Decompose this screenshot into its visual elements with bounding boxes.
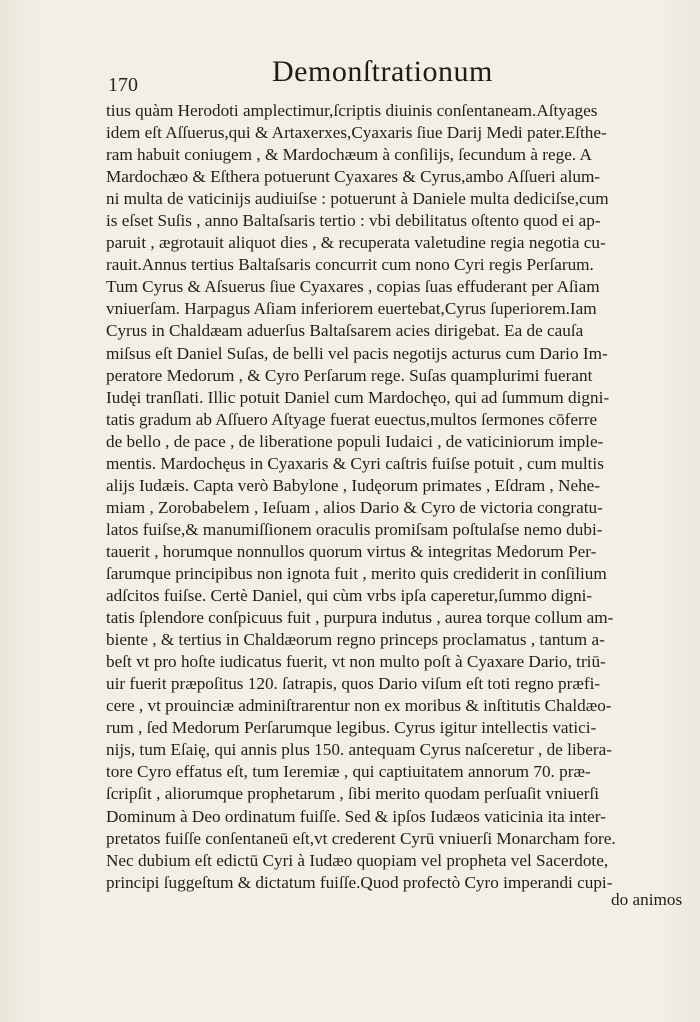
text-line: tius quàm Herodoti amplectimur,ſcriptis diuinis conſentaneam.Aſtyages <box>106 101 598 120</box>
text-line: adſcitos fuiſse. Certè Daniel, qui cùm vrbs ipſa caperetur,ſummo digni- <box>106 586 593 606</box>
text-line: mentis. Mardochęus in Cyaxaris & Cyri caſtris fuiſse potuit , cum multis <box>106 453 604 473</box>
text-line: vniuerſam. Harpagus Aſiam inferiorem euertebat,Cyrus ſuperiorem.Iam <box>106 299 597 319</box>
text-line: ni multa de vaticinijs audiuiſse : potuerunt à Daniele multa dediciſse,cum <box>106 189 609 209</box>
catchword: do animos <box>611 890 683 909</box>
text-line: Iudęi tranſlati. Illic potuit Daniel cum Mardochęo, qui ad ſummum digni- <box>106 387 610 407</box>
text-line: Mardochæo & Eſthera potuerunt Cyaxares & Cyrus,ambo Aſſueri alum- <box>106 167 601 187</box>
text-line: Dominum à Deo ordinatum fuiſſe. Sed & ipſos Iudæos vaticinia ita inter- <box>106 806 606 826</box>
text-line: Nec dubium eſt edictū Cyri à Iudæo quopiam vel propheta vel Sacerdote, <box>106 850 609 870</box>
text-line: tatis gradum ab Aſſuero Aſtyage fuerat euectus,multos ſermones cōferre <box>106 409 598 429</box>
text-line: principi ſuggeſtum & dictatum fuiſſe.Quod profectò Cyro imperandi cupi- <box>106 872 613 892</box>
text-line: latos fuiſse,& manumiſſionem oraculis promiſsam poſtulaſse nemo dubi- <box>106 519 603 539</box>
text-line: idem eſt Aſſuerus,qui & Artaxerxes,Cyaxaris ſiue Darij Medi pater.Eſthe- <box>106 123 607 143</box>
text-line: is eſset Suſis , anno Baltaſsaris tertio : vbi debilitatus oſtento quod ei ap- <box>106 211 601 231</box>
text-line: ſarumque principibus non ignota fuit , merito quis crediderit in conſilium <box>106 563 607 583</box>
text-line: nijs, tum Eſaię, qui annis plus 150. antequam Cyrus naſceretur , de libera- <box>106 740 612 760</box>
page-number: 170 <box>108 74 138 96</box>
text-line: tore Cyro effatus eſt, tum Ieremiæ , qui captiuitatem annorum 70. præ- <box>106 762 591 782</box>
text-line: paruit , ægrotauit aliquot dies , & recuperata valetudine regia negotia cu- <box>106 233 606 253</box>
text-line: tauerit , horumque nonnullos quorum virtus & integritas Medorum Per- <box>106 541 597 561</box>
text-line: uir fuerit præpoſitus 120. ſatrapis, quos Dario viſum eſt toti regno præfi- <box>106 674 601 694</box>
text-line: miam , Zorobabelem , Ieſuam , alios Dario & Cyro de victoria congratu- <box>106 497 603 517</box>
text-line: Tum Cyrus & Aſsuerus ſiue Cyaxares , copias ſuas effuderant per Aſiam <box>106 277 600 297</box>
text-line: pretatos fuiſſe conſentaneū eſt,vt crederent Cyrū vniuerſi Monarcham fore. <box>106 828 616 848</box>
text-line: alijs Iudæis. Capta verò Babylone , Iudęorum primates , Eſdram , Nehe- <box>106 475 601 495</box>
text-line: tatis ſplendore conſpicuus fuit , purpura indutus , aurea torque collum am- <box>106 608 614 628</box>
body-text <box>106 100 700 894</box>
text-line: ram habuit coniugem , & Mardochæum à conſilijs, ſecundum à rege. A <box>106 145 592 165</box>
text-line: rauit.Annus tertius Baltaſsaris concurrit cum nono Cyri regis Perſarum. <box>106 255 594 275</box>
text-line: Cyrus in Chaldæam aduerſus Baltaſsarem acies dirigebat. Ea de cauſa <box>106 321 584 341</box>
text-line: miſsus eſt Daniel Suſas, de belli vel pacis negotijs acturus cum Dario Im- <box>106 343 608 363</box>
text-line: ſcripſit , aliorumque prophetarum , ſibi merito quodam perſuaſit vniuerſi <box>106 784 600 804</box>
text-line: rum , ſed Medorum Perſarumque legibus. Cyrus igitur intellectis vatici- <box>106 718 597 738</box>
text-line: peratore Medorum , & Cyro Perſarum rege. Suſas quamplurimi fuerant <box>106 365 593 385</box>
text-line: cere , vt prouinciæ adminiſtrarentur non ex moribus & inſtitutis Chaldæo- <box>106 696 612 716</box>
text-line: de bello , de pace , de liberatione populi Iudaici , de vaticiniorum imple- <box>106 431 604 451</box>
text-line: beſt vt pro hoſte iudicatus fuerit, vt non multo poſt à Cyaxare Dario, triū- <box>106 652 606 672</box>
running-title: Demonſtrationum <box>272 55 493 88</box>
text-line: biente , & tertius in Chaldæorum regno princeps proclamatus , tantum a- <box>106 630 605 650</box>
